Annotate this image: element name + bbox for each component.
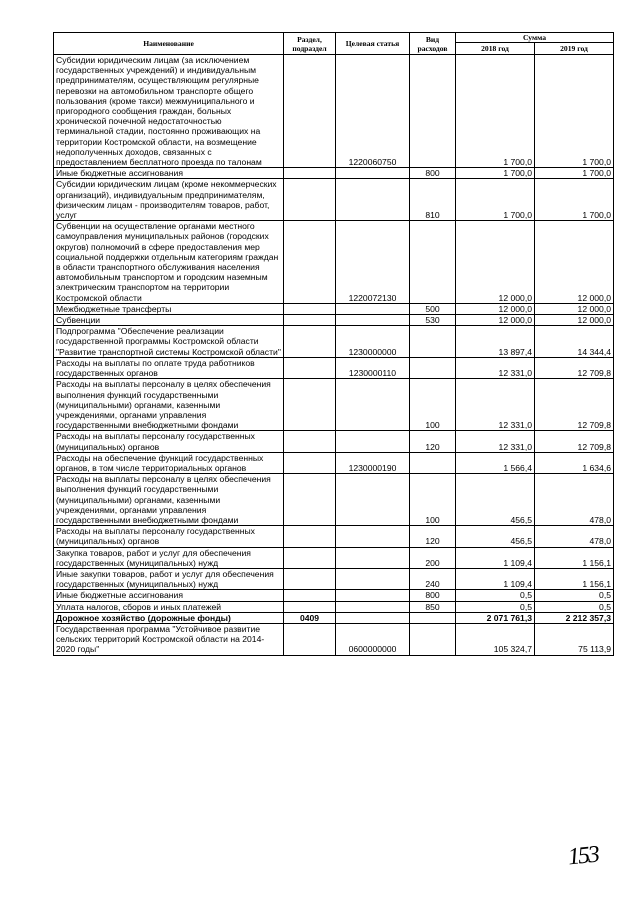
cell-y2019: 0,5 <box>535 601 614 612</box>
cell-y2018: 12 331,0 <box>456 357 535 378</box>
cell-y2018: 0,5 <box>456 590 535 601</box>
cell-y2018: 12 331,0 <box>456 431 535 452</box>
header-2018: 2018 год <box>456 43 535 55</box>
cell-section <box>284 431 336 452</box>
table-row <box>54 612 614 623</box>
cell-target <box>336 474 410 526</box>
cell-target: 0600000000 <box>336 623 410 655</box>
cell-section <box>284 379 336 431</box>
cell-type <box>410 326 456 358</box>
cell-type: 500 <box>410 303 456 314</box>
cell-type <box>410 452 456 473</box>
header-name: Наименование <box>54 33 284 55</box>
cell-target <box>336 547 410 568</box>
cell-target: 1220060750 <box>336 55 410 168</box>
table-row <box>54 303 614 314</box>
table-body <box>54 55 614 656</box>
budget-table <box>53 32 614 656</box>
cell-section <box>284 179 336 221</box>
cell-y2018: 1 700,0 <box>456 168 535 179</box>
table-row <box>54 326 614 358</box>
cell-target <box>336 315 410 326</box>
cell-name: Иные бюджетные ассигнования <box>54 168 284 179</box>
cell-y2019: 12 000,0 <box>535 315 614 326</box>
table-row <box>54 168 614 179</box>
table-row <box>54 55 614 168</box>
cell-y2019: 1 700,0 <box>535 168 614 179</box>
cell-section <box>284 315 336 326</box>
cell-target <box>336 612 410 623</box>
cell-y2019: 478,0 <box>535 526 614 547</box>
cell-name: Расходы на обеспечение функций государственных органов, в том числе территориальных органов <box>54 452 284 473</box>
table-row <box>54 568 614 589</box>
cell-type: 240 <box>410 568 456 589</box>
cell-type: 800 <box>410 590 456 601</box>
cell-y2018: 456,5 <box>456 526 535 547</box>
cell-type <box>410 221 456 304</box>
header-target: Целевая статья <box>336 33 410 55</box>
cell-y2019: 1 156,1 <box>535 568 614 589</box>
cell-y2019: 1 156,1 <box>535 547 614 568</box>
cell-target <box>336 379 410 431</box>
cell-y2018: 105 324,7 <box>456 623 535 655</box>
cell-section <box>284 221 336 304</box>
cell-section <box>284 168 336 179</box>
cell-section <box>284 590 336 601</box>
table-row <box>54 601 614 612</box>
page-number: 153 <box>566 841 600 871</box>
cell-y2019: 12 709,8 <box>535 431 614 452</box>
cell-type: 100 <box>410 474 456 526</box>
cell-type: 120 <box>410 526 456 547</box>
cell-y2019: 12 709,8 <box>535 379 614 431</box>
cell-section <box>284 623 336 655</box>
cell-y2018: 12 000,0 <box>456 303 535 314</box>
cell-target: 1230000110 <box>336 357 410 378</box>
cell-section <box>284 303 336 314</box>
cell-section <box>284 474 336 526</box>
table-row <box>54 526 614 547</box>
cell-y2019: 0,5 <box>535 590 614 601</box>
cell-section <box>284 357 336 378</box>
cell-y2019: 1 700,0 <box>535 55 614 168</box>
cell-name: Государственная программа "Устойчивое развитие сельских территорий Костромской области на 2014-2020 годы" <box>54 623 284 655</box>
cell-name: Расходы на выплаты по оплате труда работников государственных органов <box>54 357 284 378</box>
table-row <box>54 547 614 568</box>
cell-type <box>410 55 456 168</box>
cell-y2018: 2 071 761,3 <box>456 612 535 623</box>
cell-target <box>336 590 410 601</box>
cell-section: 0409 <box>284 612 336 623</box>
cell-y2018: 12 000,0 <box>456 315 535 326</box>
table-row <box>54 179 614 221</box>
cell-y2019: 12 000,0 <box>535 303 614 314</box>
cell-type <box>410 612 456 623</box>
table-row <box>54 431 614 452</box>
cell-y2019: 12 000,0 <box>535 221 614 304</box>
cell-name: Межбюджетные трансферты <box>54 303 284 314</box>
table-row <box>54 315 614 326</box>
cell-name: Расходы на выплаты персоналу государственных (муниципальных) органов <box>54 526 284 547</box>
table-row <box>54 357 614 378</box>
cell-y2018: 456,5 <box>456 474 535 526</box>
cell-y2019: 14 344,4 <box>535 326 614 358</box>
cell-type: 530 <box>410 315 456 326</box>
cell-y2018: 13 897,4 <box>456 326 535 358</box>
cell-section <box>284 601 336 612</box>
cell-name: Субвенции <box>54 315 284 326</box>
cell-name: Закупка товаров, работ и услуг для обеспечения государственных (муниципальных) нужд <box>54 547 284 568</box>
cell-type: 100 <box>410 379 456 431</box>
cell-name: Расходы на выплаты персоналу в целях обеспечения выполнения функций государственными (муниципальными) органами, казенными учреждениями, органами управления государственными внебюджетными фондами <box>54 474 284 526</box>
cell-type <box>410 357 456 378</box>
table-row <box>54 379 614 431</box>
cell-name: Расходы на выплаты персоналу государственных (муниципальных) органов <box>54 431 284 452</box>
cell-name: Иные закупки товаров, работ и услуг для обеспечения государственных (муниципальных) нужд <box>54 568 284 589</box>
cell-target: 1230000190 <box>336 452 410 473</box>
cell-type: 120 <box>410 431 456 452</box>
table-row <box>54 221 614 304</box>
cell-type <box>410 623 456 655</box>
table-header <box>54 33 614 55</box>
header-2019: 2019 год <box>535 43 614 55</box>
table-row <box>54 590 614 601</box>
header-section: Раздел, подраздел <box>284 33 336 55</box>
cell-y2018: 1 700,0 <box>456 55 535 168</box>
cell-section <box>284 547 336 568</box>
header-sum: Сумма <box>456 33 614 43</box>
cell-y2019: 75 113,9 <box>535 623 614 655</box>
cell-y2018: 1 566,4 <box>456 452 535 473</box>
cell-target <box>336 179 410 221</box>
cell-section <box>284 55 336 168</box>
cell-target <box>336 168 410 179</box>
cell-target <box>336 526 410 547</box>
table-row <box>54 623 614 655</box>
cell-type: 200 <box>410 547 456 568</box>
cell-type: 810 <box>410 179 456 221</box>
cell-section <box>284 326 336 358</box>
cell-y2019: 1 700,0 <box>535 179 614 221</box>
table-row <box>54 452 614 473</box>
cell-target: 1220072130 <box>336 221 410 304</box>
header-type: Вид расходов <box>410 33 456 55</box>
cell-type: 800 <box>410 168 456 179</box>
cell-y2018: 1 109,4 <box>456 568 535 589</box>
cell-target <box>336 601 410 612</box>
table-row <box>54 474 614 526</box>
cell-y2019: 1 634,6 <box>535 452 614 473</box>
cell-y2019: 12 709,8 <box>535 357 614 378</box>
cell-name: Субвенции на осуществление органами местного самоуправления муниципальных районов (городских округов) полномочий в сфере предоставления мер социальной поддержки отдельным категориям граждан в области транспортного обслуживания населения автомобильным транспортом и городским наземным электрическим транспортом на территории Костромской области <box>54 221 284 304</box>
cell-target <box>336 568 410 589</box>
cell-y2019: 478,0 <box>535 474 614 526</box>
cell-y2018: 0,5 <box>456 601 535 612</box>
cell-name: Расходы на выплаты персоналу в целях обеспечения выполнения функций государственными (муниципальными) органами, казенными учреждениями, органами управления государственными внебюджетными фондами <box>54 379 284 431</box>
cell-name: Уплата налогов, сборов и иных платежей <box>54 601 284 612</box>
cell-y2018: 1 700,0 <box>456 179 535 221</box>
cell-type: 850 <box>410 601 456 612</box>
cell-y2018: 12 000,0 <box>456 221 535 304</box>
cell-target: 1230000000 <box>336 326 410 358</box>
cell-section <box>284 452 336 473</box>
cell-y2018: 1 109,4 <box>456 547 535 568</box>
cell-section <box>284 526 336 547</box>
cell-target <box>336 431 410 452</box>
cell-y2018: 12 331,0 <box>456 379 535 431</box>
cell-name: Дорожное хозяйство (дорожные фонды) <box>54 612 284 623</box>
cell-section <box>284 568 336 589</box>
cell-target <box>336 303 410 314</box>
cell-name: Иные бюджетные ассигнования <box>54 590 284 601</box>
cell-name: Субсидии юридическим лицам (за исключением государственных учреждений) и индивидуальным предпринимателям, осуществляющим регулярные перевозки на автомобильном транспорте общего пользования (кроме такси) межмуниципального и пригородного сообщения граждан, больных хронической почечной недостаточностью терминальной стадии, постоянно проживающих на территории Костромской области, на возмещение недополученных доходов, связанных с предоставлением бесплатного проезда по талонам <box>54 55 284 168</box>
cell-y2019: 2 212 357,3 <box>535 612 614 623</box>
cell-name: Подпрограмма "Обеспечение реализации государственной программы Костромской области "Развитие транспортной системы Костромской области" <box>54 326 284 358</box>
cell-name: Субсидии юридическим лицам (кроме некоммерческих организаций), индивидуальным предпринимателям, физическим лицам - производителям товаров, работ, услуг <box>54 179 284 221</box>
